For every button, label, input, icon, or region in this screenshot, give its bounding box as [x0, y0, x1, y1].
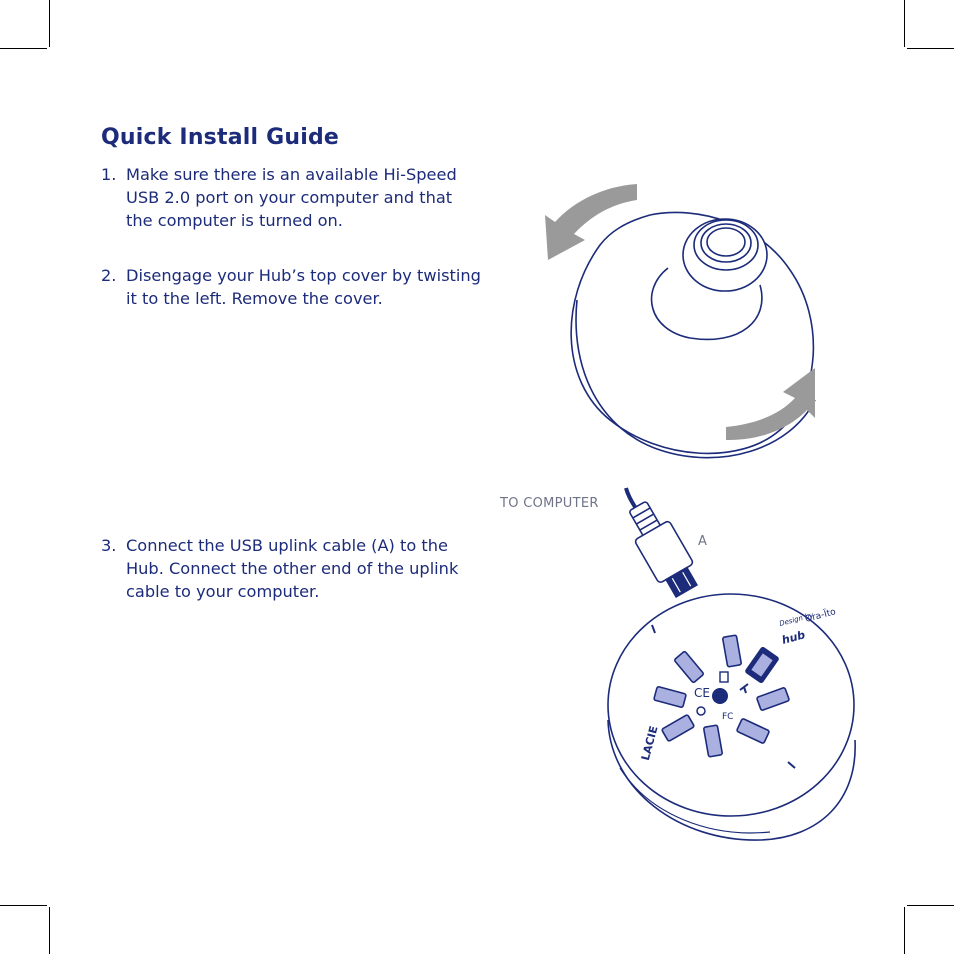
usb-cable: [620, 486, 704, 601]
hub-top-surface: [608, 594, 854, 816]
to-computer-callout: TO COMPUTER: [500, 496, 599, 511]
power-led: [712, 688, 728, 704]
step-number: 1.: [101, 165, 117, 184]
step-text: Make sure there is an available Hi-Speed USB 2.0 port on your computer and that the computer is turned on.: [126, 165, 457, 230]
design-by-label: Design by: [778, 611, 815, 628]
hub-base-illustration: [608, 486, 855, 840]
page-title: Quick Install Guide: [101, 125, 340, 150]
ce-mark: CE: [694, 686, 710, 700]
designer-name: Ora-Ïto: [804, 607, 837, 625]
hub-model-label: hub: [780, 628, 807, 647]
lacie-logo: LACIE: [638, 724, 661, 762]
step-number: 3.: [101, 536, 117, 555]
cable-a-callout: A: [698, 534, 708, 549]
step-number: 2.: [101, 266, 117, 285]
step-text: Disengage your Hub’s top cover by twisting it to the left. Remove the cover.: [126, 266, 481, 308]
fcc-mark: FC: [722, 712, 734, 722]
step-text: Connect the USB uplink cable (A) to the Hub. Connect the other end of the uplink cable to your computer.: [126, 536, 459, 601]
